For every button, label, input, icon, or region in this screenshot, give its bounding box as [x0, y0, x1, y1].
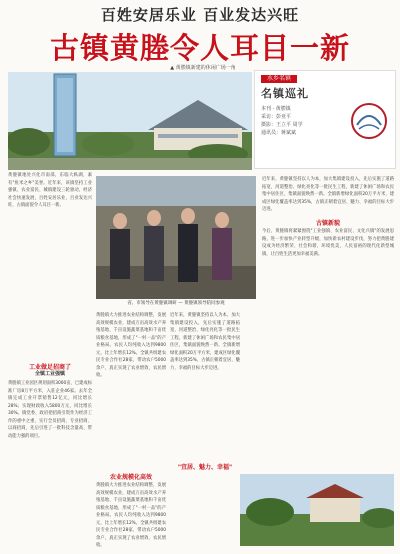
column-title-box: [254, 70, 396, 169]
article-agriculture-a: 黄塍镇大力推进农业结构调整，发展高效规模农业，建成万亩高效水产养殖基地、千亩设施蔬菜基地和千亩优质粮食基地，形成了"一村一品"的产业格局。农民人均纯收入达到9800元，比上年增长12%。全镇共组建农民专业合作社28家，带动农户5000余户，真正实现了农业增效、农民增收。: [96, 313, 166, 378]
kicker-headline: 百姓安居乐业 百业发达兴旺: [100, 6, 300, 24]
article-outlook: 今后，黄塍镇将紧紧围绕"工业强镇、农业富民、文化兴镇"的发展思路，进一步加快产业转型升级，加快新农村建设步伐，努力把黄塍建设成为经济繁荣、社会和谐、环境优美、人民富裕的现代化新型城镇，让百姓生活更加幸福美满。: [262, 229, 394, 257]
main-headline: 古镇黄塍令人耳目一新: [49, 31, 350, 65]
section-heading-town: 古镇新貌: [315, 220, 340, 227]
article-intro: 黄塍镇地处兴化市南部，东临大纵湖，素有"鱼米之乡"美誉。近年来，该镇坚持工业强镇、农业富民、城镇建设三轮驱动，经济社会快速发展，百姓安居乐业，百业发达兴旺，古镇面貌令人耳目一新。: [8, 173, 92, 208]
town-building-photo: [8, 72, 252, 170]
article-agriculture-b: 黄塍镇大力推进农业结构调整，发展高效规模农业，建成万亩高效水产养殖基地、千亩设施蔬菜基地和千亩优质粮食基地，形成了"一村一品"的产业格局。农民人均纯收入达到9800元，比上年增长12%。全镇共组建农民专业合作社28家，带动农户5000余户，真正实现了农业增效、农民增收。: [96, 483, 166, 548]
section-heading-industry: 工业做足招商了: [28, 364, 71, 371]
article-town: 近年来，黄塍镇坚持以人为本，加大集镇建设投入，先后实施了道路拓宽、河道整治、绿化亮化等一批民生工程，新建了休闲广场和农民集中居住区，集镇面貌焕然一新。全镇新增绿化面积20万平方米，建成区绿化覆盖率达到35%，古镇正朝着宜居、魅力、幸福的目标大步迈进。: [170, 313, 240, 371]
town-emblem-icon: [347, 101, 391, 141]
top-photo-caption: ▲ 黄塍镇新建的休闲广场一角: [170, 65, 236, 71]
column-meta: [261, 105, 341, 137]
meta-line: 本刊 · 黄塍镇: [261, 106, 291, 112]
meta-line: 摄影：王立平 周学: [261, 122, 303, 128]
meta-line: 采访：彭亚平: [261, 114, 292, 120]
town-scenery-photo: [240, 474, 394, 546]
meta-line: 通讯员：蒋斌斌: [261, 130, 297, 136]
section-heading-agriculture: 农业规模化高效: [109, 474, 152, 481]
officials-visit-photo: [96, 176, 256, 299]
article-town-top: 近年来，黄塍镇坚持以人为本，加大集镇建设投入，先后实施了道路拓宽、河道整治、绿化亮化等一批民生工程，新建了休闲广场和农民集中居住区，集镇面貌焕然一新。全镇新增绿化面积20万平方米，建成区绿化覆盖率达到35%，古镇正朝着宜居、魅力、幸福的目标大步迈进。: [262, 177, 394, 212]
section-heading-happy: "宜居、魅力、幸福": [177, 464, 233, 471]
mid-photo-caption: 省、市领导在黄塍镇调研 — 黄塍镇领导陪同参观: [127, 301, 225, 306]
column-calligraphy-title: 名镇巡礼: [261, 87, 309, 100]
column-series-label: 水乡名镇: [261, 75, 297, 83]
section-subheading-industry: 全镇工业强镇: [34, 371, 65, 377]
article-industry: 黄塍镇工业园区规划面积3000亩，已建成标准厂房8万平方米，入驻企业46家。去年全镇完成工业开票销售12亿元，同比增长28%；实现财政收入5800万元，同比增长30%。镇党委、政府把招商引资作为经济工作的重中之重，实行全员招商、专业招商、以商招商，先后引进了一批科技含量高、带动能力强的项目。: [8, 381, 92, 439]
